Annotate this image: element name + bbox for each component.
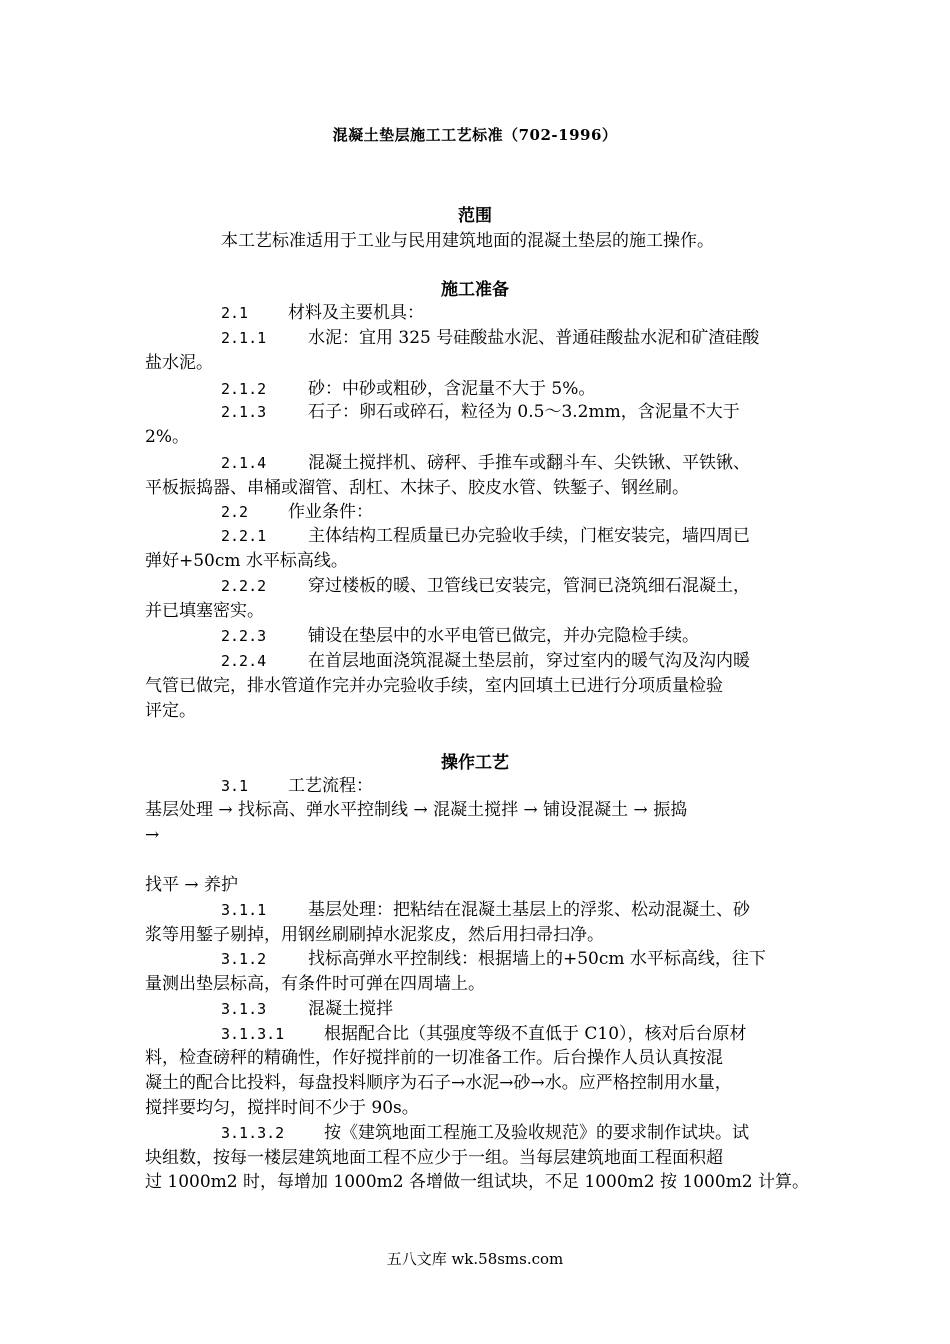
clause-number: 3.1.3.1 [221, 1025, 285, 1043]
clause-3-1-2 [221, 946, 811, 972]
clause-3-1 [221, 773, 811, 799]
clause-number: 3.1 [221, 777, 249, 795]
clause-3-1-3 [221, 996, 811, 1022]
clause-2-1-4-cont: 平板振捣器、串桶或溜管、刮杠、木抹子、胶皮水管、铁錾子、钢丝刷。 [145, 478, 689, 498]
clause-text: 作业条件： [288, 502, 373, 522]
clause-text: 水泥：宜用 325 号硅酸盐水泥、普通硅酸盐水泥和矿渣硅酸 [308, 328, 760, 348]
clause-3-1-1-cont: 浆等用錾子剔掉，用钢丝刷刷掉水泥浆皮，然后用扫帚扫净。 [145, 925, 604, 945]
clause-2-1 [221, 300, 811, 326]
clause-2-2 [221, 499, 811, 525]
clause-text: 砂：中砂或粗砂，含泥量不大于 5%。 [308, 379, 596, 399]
clause-2-2-2-cont: 并已填塞密实。 [145, 601, 264, 621]
clause-text: 找标高弹水平控制线：根据墙上的+50cm 水平标高线，往下 [308, 949, 766, 969]
clause-2-2-4 [221, 648, 811, 674]
clause-2-1-1 [221, 325, 811, 351]
clause-number: 2.2.4 [221, 652, 267, 670]
clause-number: 2.1.1 [221, 329, 267, 347]
clause-text: 材料及主要机具： [288, 303, 424, 323]
clause-2-2-4-cont2: 评定。 [145, 701, 196, 721]
clause-number: 2.2 [221, 503, 249, 521]
clause-2-2-2 [221, 573, 811, 599]
clause-number: 2.1.3 [221, 403, 267, 421]
clause-text: 铺设在垫层中的水平电管已做完，并办完隐检手续。 [308, 626, 699, 646]
clause-number: 3.1.1 [221, 901, 267, 919]
clause-3-1-3-2-cont1: 块组数，按每一楼层建筑地面工程不应少于一组。当每层建筑地面工程面积超 [145, 1148, 723, 1168]
clause-text: 混凝土搅拌 [308, 999, 393, 1019]
clause-2-1-3 [221, 399, 811, 425]
clause-text: 主体结构工程质量已办完验收手续，门框安装完，墙四周已 [308, 526, 750, 546]
clause-text: 石子：卵石或碎石，粒径为 0.5～3.2mm，含泥量不大于 [308, 402, 740, 422]
clause-number: 2.1 [221, 304, 249, 322]
clause-3-1-3-2-cont2: 过 1000m2 时，每增加 1000m2 各增做一组试块，不足 1000m2 按 1000m2 计算。 [145, 1172, 810, 1192]
clause-number: 3.1.2 [221, 950, 267, 968]
clause-2-2-1 [221, 523, 811, 549]
clause-number: 2.1.4 [221, 454, 267, 472]
clause-3-1-3-1 [221, 1021, 811, 1047]
section-heading-prep: 施工准备 [441, 280, 509, 300]
clause-3-1-3-1-cont1: 料，检查磅秤的精确性，作好搅拌前的一切准备工作。后台操作人员认真按混 [145, 1048, 723, 1068]
clause-text: 按《建筑地面工程施工及验收规范》的要求制作试块。试 [324, 1123, 749, 1143]
clause-number: 2.1.2 [221, 380, 267, 398]
clause-text: 穿过楼板的暖、卫管线已安装完，管洞已浇筑细石混凝土， [308, 576, 750, 596]
clause-2-2-3 [221, 623, 811, 649]
clause-text: 混凝土搅拌机、磅秤、手推车或翻斗车、尖铁锹、平铁锹、 [308, 453, 750, 473]
clause-2-2-4-cont1: 气管已做完，排水管道作完并办完验收手续，室内回填土已进行分项质量检验 [145, 676, 723, 696]
clause-2-1-4 [221, 450, 811, 476]
process-flow-arrow: → [145, 825, 160, 845]
clause-text: 基层处理：把粘结在混凝土基层上的浮浆、松动混凝土、砂 [308, 900, 750, 920]
clause-number: 2.2.3 [221, 627, 267, 645]
clause-3-1-2-cont: 量测出垫层标高，有条件时可弹在四周墙上。 [145, 974, 485, 994]
clause-3-1-3-1-cont2: 凝土的配合比投料，每盘投料顺序为石子→水泥→砂→水。应严格控制用水量， [145, 1073, 732, 1093]
page-footer: 五八文库 wk.58sms.com [386, 1250, 564, 1268]
clause-2-2-1-cont: 弹好+50cm 水平标高线。 [145, 551, 348, 571]
clause-3-1-3-2 [221, 1120, 811, 1146]
clause-number: 3.1.3 [221, 1000, 267, 1018]
clause-text: 根据配合比（其强度等级不直低于 C10），核对后台原材 [324, 1024, 747, 1044]
section-heading-scope: 范围 [458, 206, 492, 226]
clause-number: 3.1.3.2 [221, 1124, 285, 1142]
section-heading-process: 操作工艺 [441, 753, 509, 773]
clause-3-1-1 [221, 897, 811, 923]
clause-number: 2.2.2 [221, 577, 267, 595]
scope-text: 本工艺标准适用于工业与民用建筑地面的混凝土垫层的施工操作。 [221, 231, 714, 251]
clause-text: 在首层地面浇筑混凝土垫层前，穿过室内的暖气沟及沟内暖 [308, 651, 750, 671]
clause-3-1-3-1-cont3: 搅拌要均匀，搅拌时间不少于 90s。 [145, 1098, 419, 1118]
process-flow-line-1: 基层处理 → 找标高、弹水平控制线 → 混凝土搅拌 → 铺设混凝土 → 振捣 [145, 800, 688, 820]
process-flow-line-2: 找平 → 养护 [145, 875, 239, 895]
clause-number: 2.2.1 [221, 527, 267, 545]
clause-text: 工艺流程： [288, 776, 373, 796]
clause-2-1-1-cont: 盐水泥。 [145, 353, 213, 373]
clause-2-1-3-cont: 2%。 [145, 427, 189, 447]
document-title: 混凝土垫层施工工艺标准（702-1996） [332, 126, 618, 144]
